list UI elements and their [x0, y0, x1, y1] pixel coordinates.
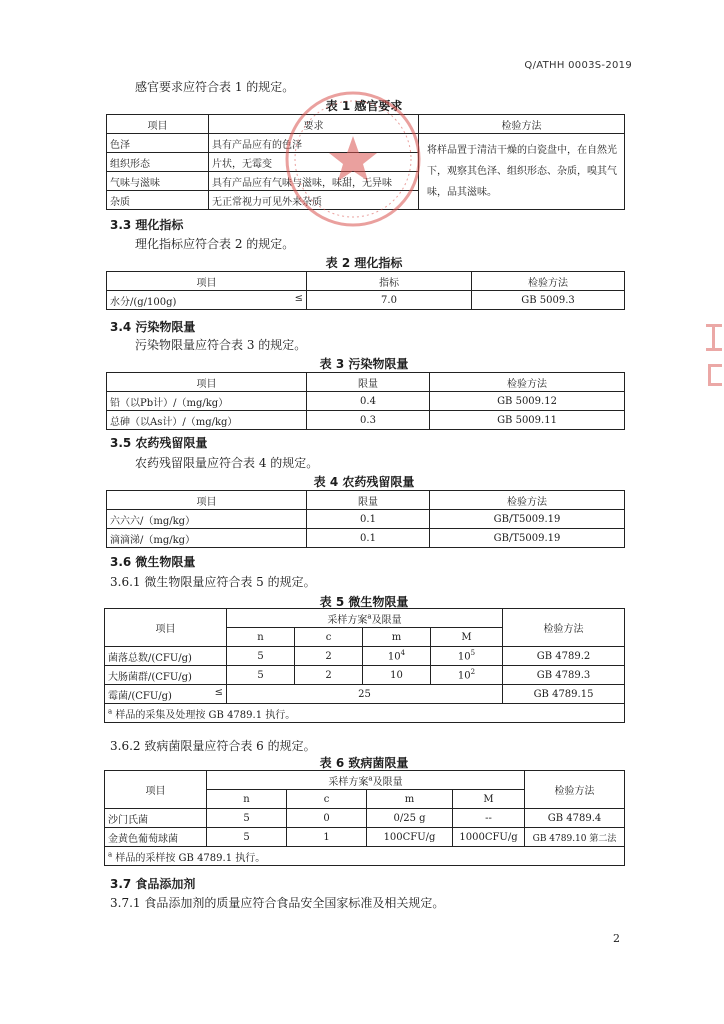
M-cell: 1000CFU/g — [453, 828, 525, 847]
table-header-row — [107, 491, 625, 510]
table2-caption: 表 2 理化指标 — [325, 256, 403, 270]
section-3-5-title: 3.5 农药残留限量 — [110, 436, 208, 450]
item-cell: 金黄色葡萄球菌 — [105, 828, 207, 847]
item-cell: 铅（以Pb计）/（mg/kg） — [107, 392, 307, 411]
table-physicochemical — [106, 271, 625, 310]
limit-cell: 0.1 — [307, 529, 430, 548]
subheader-cell: c — [295, 628, 363, 647]
footnote-marker: a — [368, 774, 373, 783]
limit-cell: 0.1 — [307, 510, 430, 529]
method-cell: GB 5009.3 — [472, 291, 625, 310]
operator-label: ≤ — [294, 292, 303, 304]
table-pesticides — [106, 490, 625, 548]
c-cell: 2 — [295, 666, 363, 685]
m-base: 10 — [387, 651, 401, 663]
method-cell: GB 4789.15 — [503, 685, 625, 704]
header-cell: 项目 — [107, 115, 209, 134]
header-cell — [227, 609, 503, 628]
item-cell: 总砷（以As计）/（mg/kg） — [107, 411, 307, 430]
requirement-cell: 具有产品应有的色泽 — [209, 134, 419, 153]
m-exponent: 4 — [400, 649, 406, 658]
item-cell: 组织形态 — [107, 153, 209, 172]
footnote-marker: a — [108, 707, 113, 716]
c-cell: 2 — [295, 647, 363, 666]
c-cell: 1 — [287, 828, 367, 847]
n-cell: 5 — [207, 828, 287, 847]
header-cell: 检验方法 — [503, 609, 625, 647]
table-row — [107, 529, 625, 548]
item-cell — [105, 685, 227, 704]
subheader-cell: m — [367, 790, 453, 809]
item-cell: 六六六/（mg/kg） — [107, 510, 307, 529]
requirement-cell: 具有产品应有气味与滋味，味甜，无异味 — [209, 172, 419, 191]
requirement-cell: 片状，无霉变 — [209, 153, 419, 172]
footnote-marker: a — [108, 850, 113, 859]
limit-cell: 0.3 — [307, 411, 430, 430]
subheader-cell: n — [227, 628, 295, 647]
table-contaminants — [106, 372, 625, 430]
m-cell — [363, 647, 431, 666]
header-cell: 限量 — [307, 491, 430, 510]
header-cell: 检验方法 — [419, 115, 625, 134]
subheader-cell: c — [287, 790, 367, 809]
header-cell: 检验方法 — [430, 373, 625, 392]
item-cell: 菌落总数/(CFU/g) — [105, 647, 227, 666]
method-cell: GB/T5009.19 — [430, 510, 625, 529]
subheader-cell: M — [453, 790, 525, 809]
M-base: 10 — [457, 651, 471, 663]
section-3-4-title: 3.4 污染物限量 — [110, 320, 196, 334]
header-cell — [207, 771, 525, 790]
table3-caption: 表 3 污染物限量 — [319, 357, 409, 371]
item-cell: 气味与滋味 — [107, 172, 209, 191]
limit-cell: 0.4 — [307, 392, 430, 411]
section-3-6-title: 3.6 微生物限量 — [110, 555, 196, 569]
item-cell: 大肠菌群/(CFU/g) — [105, 666, 227, 685]
table-header-row — [105, 771, 625, 790]
subheader-cell: m — [363, 628, 431, 647]
header-cell: 指标 — [307, 272, 472, 291]
table1-caption: 表 1 感官要求 — [325, 99, 403, 113]
header-cell: 检验方法 — [525, 771, 625, 809]
table-header-row — [107, 272, 625, 291]
item-label: 水分/(g/100g) — [110, 296, 177, 308]
m-cell: 0/25 g — [367, 809, 453, 828]
document-code: Q/ATHH 0003S-2019 — [524, 60, 632, 71]
note-text: 样品的采集及处理按 GB 4789.1 执行。 — [115, 709, 296, 721]
m-cell: 10 — [363, 666, 431, 685]
header-cell: 项目 — [107, 373, 307, 392]
item-cell: 沙门氏菌 — [105, 809, 207, 828]
table-note — [105, 847, 625, 866]
method-cell: GB 4789.10 第二法 — [525, 828, 625, 847]
limit-cell: 25 — [227, 685, 503, 704]
table-header-row — [107, 373, 625, 392]
page-number: 2 — [613, 932, 620, 945]
header-cell: 项目 — [105, 771, 207, 809]
table-row — [105, 828, 625, 847]
value-cell: 7.0 — [307, 291, 472, 310]
method-cell: GB 5009.12 — [430, 392, 625, 411]
table-row — [105, 666, 625, 685]
method-cell: GB/T5009.19 — [430, 529, 625, 548]
intro-text: 感官要求应符合表 1 的规定。 — [135, 80, 295, 94]
edge-stamp-fragment-icon — [700, 318, 724, 398]
table-row — [105, 647, 625, 666]
item-cell: 滴滴涕/（mg/kg） — [107, 529, 307, 548]
footnote-marker: a — [367, 612, 372, 621]
table-note-row — [105, 847, 625, 866]
section-3-5-text: 农药残留限量应符合表 4 的规定。 — [135, 456, 319, 470]
table-row — [107, 392, 625, 411]
method-cell: GB 4789.4 — [525, 809, 625, 828]
table-note — [105, 704, 625, 723]
header-cell: 检验方法 — [472, 272, 625, 291]
method-cell: 将样品置于清洁干燥的白瓷盘中，在自然光下，观察其色泽、组织形态、杂质，嗅其气味，品其滋味。 — [419, 134, 625, 210]
table6-caption: 表 6 致病菌限量 — [319, 756, 409, 770]
plan-label: 采样方案 — [327, 614, 368, 626]
n-cell: 5 — [227, 647, 295, 666]
operator-label: ≤ — [214, 686, 223, 698]
M-exponent: 2 — [470, 668, 476, 677]
note-text: 样品的采样按 GB 4789.1 执行。 — [115, 852, 266, 864]
plan-suffix: 及限量 — [371, 614, 402, 626]
item-cell: 色泽 — [107, 134, 209, 153]
table5-caption: 表 5 微生物限量 — [319, 595, 409, 609]
c-cell: 0 — [287, 809, 367, 828]
M-base: 10 — [457, 670, 471, 682]
table-row — [107, 291, 625, 310]
subheader-cell: n — [207, 790, 287, 809]
n-cell: 5 — [227, 666, 295, 685]
table-pathogens — [104, 770, 625, 866]
header-cell: 项目 — [107, 272, 307, 291]
section-3-7-title: 3.7 食品添加剂 — [110, 877, 196, 891]
M-cell — [431, 647, 503, 666]
M-cell — [431, 666, 503, 685]
table-row — [105, 685, 625, 704]
section-3-6-2-text: 3.6.2 致病菌限量应符合表 6 的规定。 — [110, 739, 316, 753]
section-3-7-1-text: 3.7.1 食品添加剂的质量应符合食品安全国家标准及相关规定。 — [110, 896, 445, 910]
method-cell: GB 4789.3 — [503, 666, 625, 685]
table4-caption: 表 4 农药残留限量 — [313, 475, 415, 489]
item-label: 霉菌/(CFU/g) — [108, 690, 172, 702]
section-3-6-1-text: 3.6.1 微生物限量应符合表 5 的规定。 — [110, 575, 316, 589]
header-cell: 项目 — [107, 491, 307, 510]
m-cell: 100CFU/g — [367, 828, 453, 847]
table-note-row — [105, 704, 625, 723]
plan-label: 采样方案 — [328, 776, 369, 788]
company-seal-icon — [282, 88, 424, 230]
subheader-cell: M — [431, 628, 503, 647]
item-cell: 杂质 — [107, 191, 209, 210]
header-cell: 检验方法 — [430, 491, 625, 510]
table-microbial — [104, 608, 625, 723]
table-row — [107, 510, 625, 529]
requirement-cell: 无正常视力可见外来杂质 — [209, 191, 419, 210]
M-cell: -- — [453, 809, 525, 828]
header-cell: 项目 — [105, 609, 227, 647]
n-cell: 5 — [207, 809, 287, 828]
table-row — [107, 411, 625, 430]
section-3-3-title: 3.3 理化指标 — [110, 218, 184, 232]
plan-suffix: 及限量 — [372, 776, 403, 788]
method-cell: GB 5009.11 — [430, 411, 625, 430]
section-3-4-text: 污染物限量应符合表 3 的规定。 — [135, 338, 307, 352]
table-row — [105, 809, 625, 828]
section-3-3-text: 理化指标应符合表 2 的规定。 — [135, 237, 295, 251]
header-cell: 限量 — [307, 373, 430, 392]
M-exponent: 5 — [470, 649, 476, 658]
item-cell — [107, 291, 307, 310]
method-cell: GB 4789.2 — [503, 647, 625, 666]
table-header-row — [105, 609, 625, 628]
header-cell: 要求 — [209, 115, 419, 134]
